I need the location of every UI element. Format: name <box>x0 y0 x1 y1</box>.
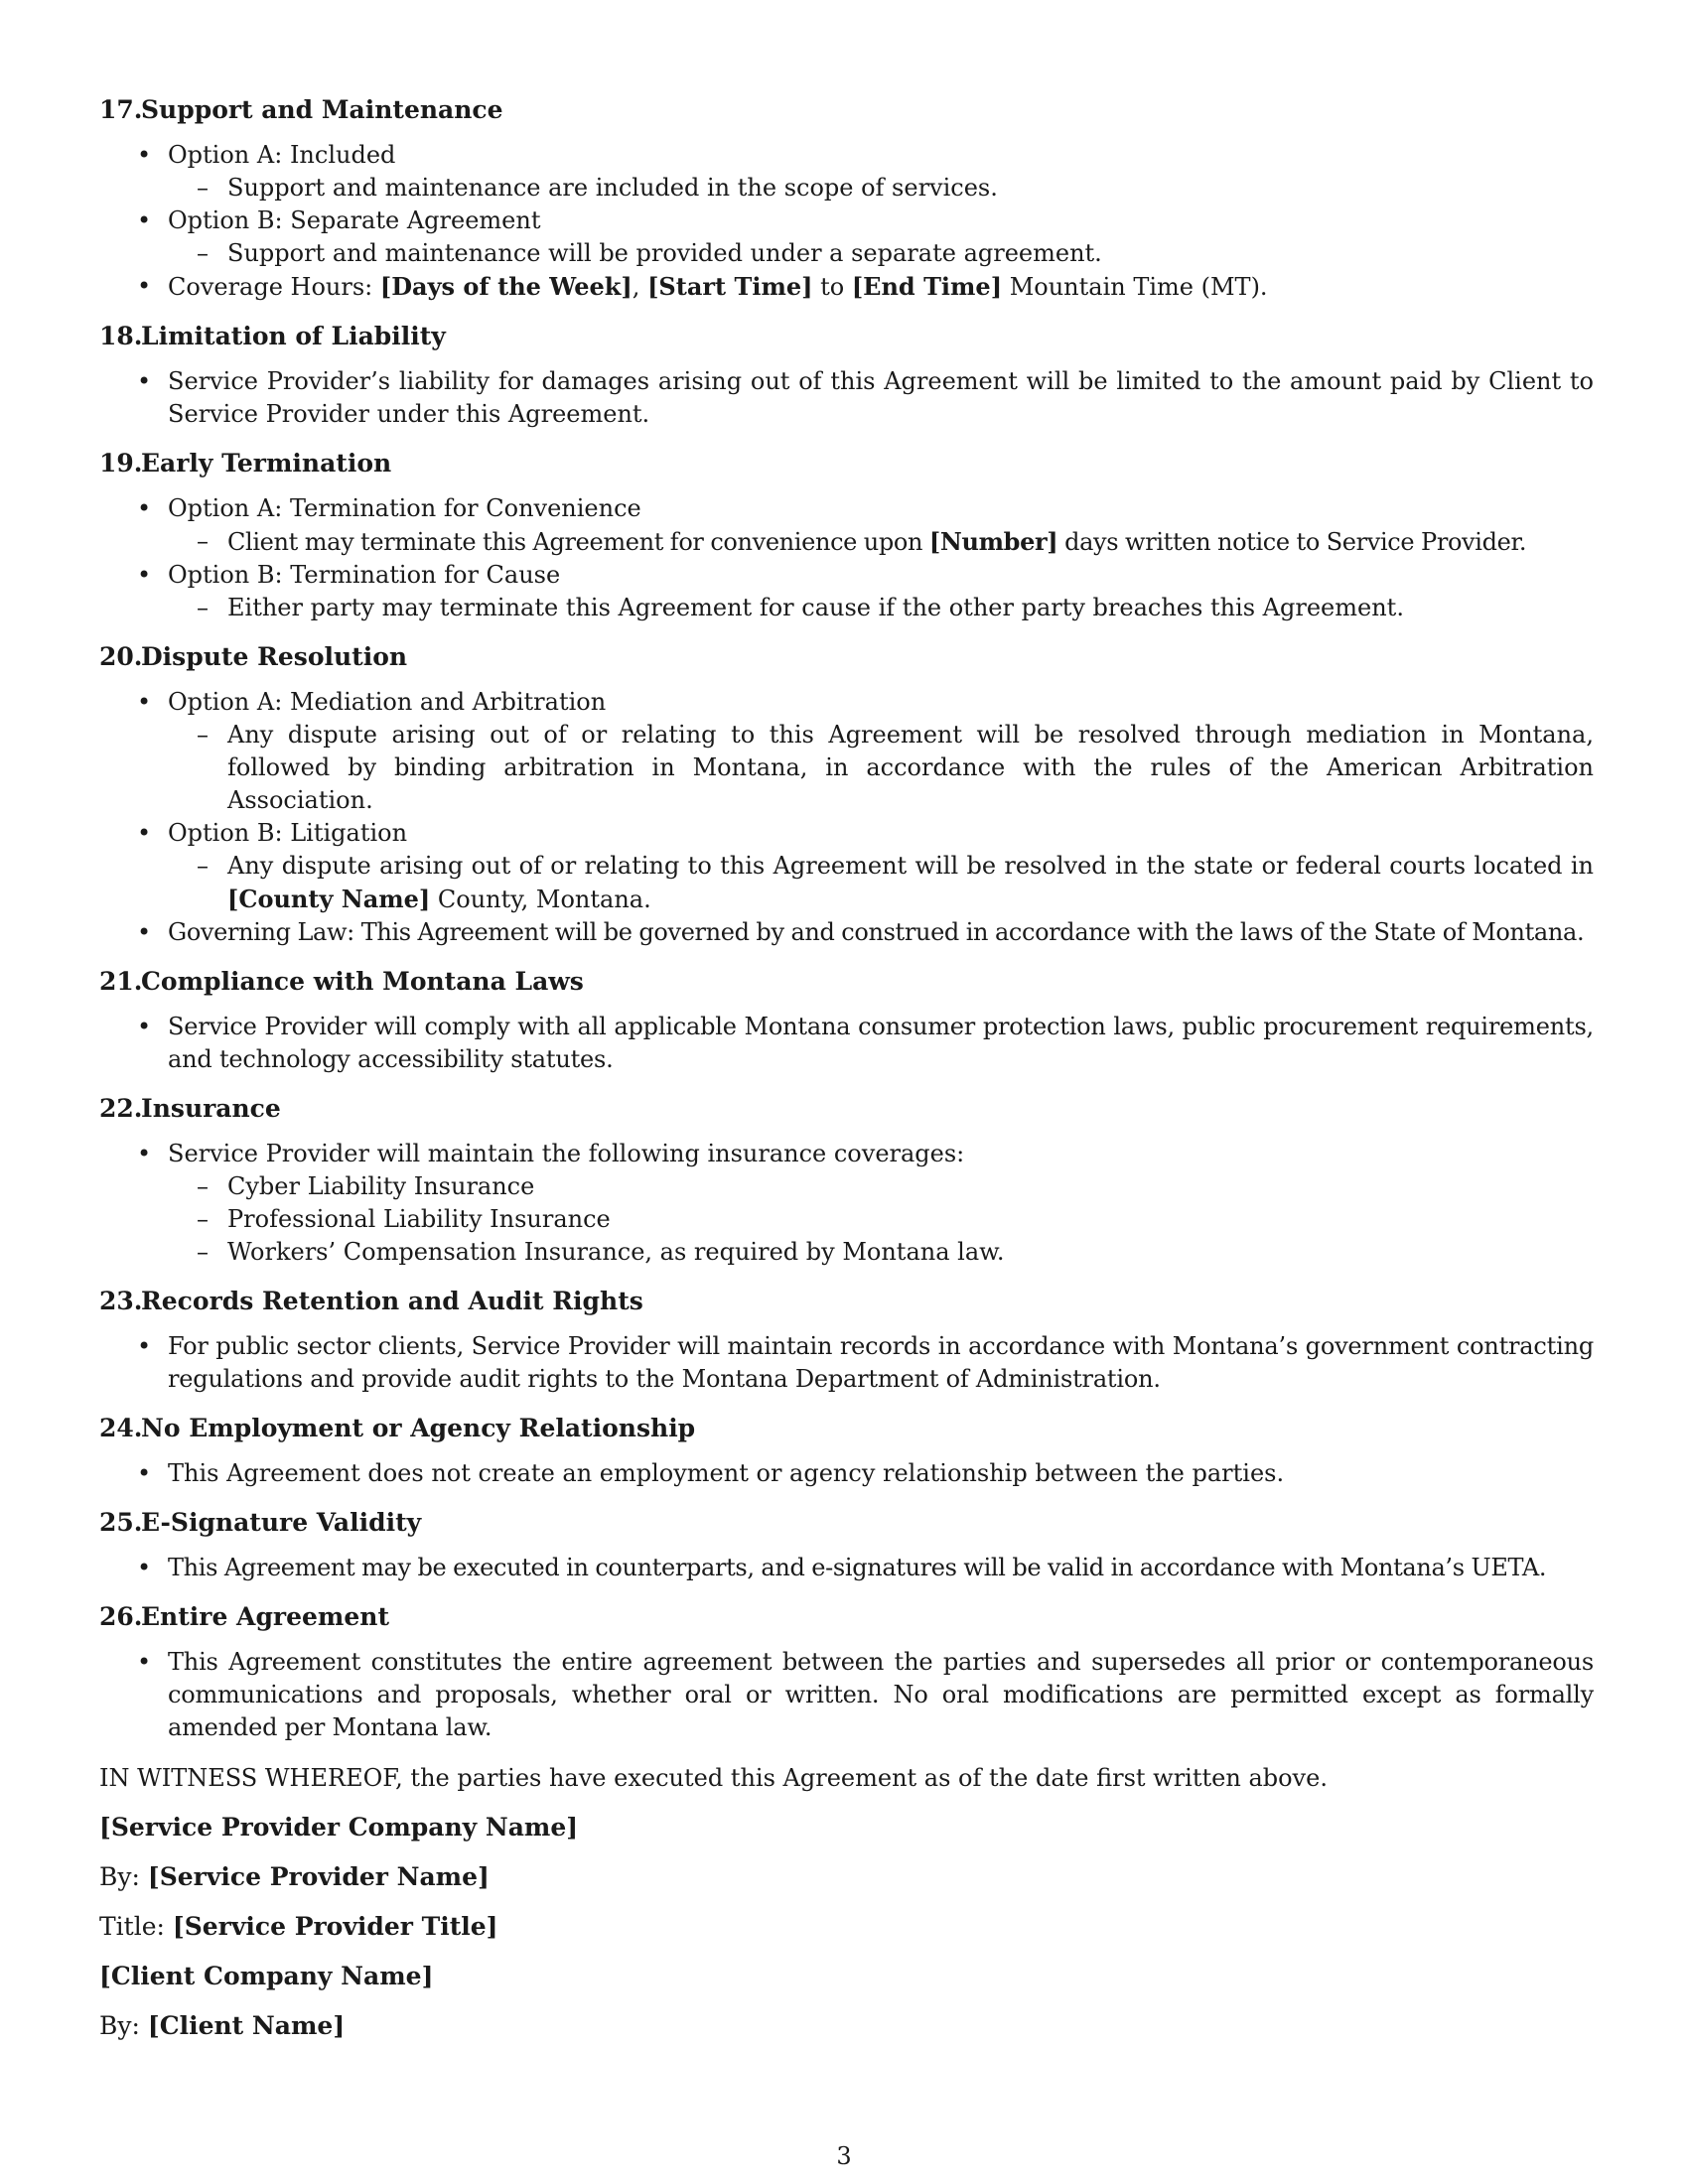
section-22-insurance <box>99 1094 1594 1269</box>
sub-item-text: County, Montana. <box>430 886 651 913</box>
by-label: By: <box>99 1862 148 1891</box>
signature-block <box>99 1811 1594 2042</box>
list-item: • For public sector clients, Service Provider will maintain records in accordance with Montana’s government contracting regulations and provide audit rights to the Montana Department of Administration. <box>99 1330 1594 1396</box>
by-label: By: <box>99 2011 148 2040</box>
section-title: Insurance <box>141 1094 281 1123</box>
section-number: 18. <box>99 322 143 350</box>
list-item: • This Agreement does not create an employment or agency relationship between the parties. <box>99 1457 1594 1490</box>
section-heading <box>99 1602 1594 1632</box>
document-body <box>99 95 1594 2059</box>
section-title: Dispute Resolution <box>141 642 408 671</box>
coverage-item: – Workers’ Compensation Insurance, as required by Montana law. <box>99 1236 1594 1269</box>
section-25-e-signature <box>99 1508 1594 1584</box>
client-company <box>99 1960 1594 1992</box>
sub-item-text: Any dispute arising out of or relating to this Agreement will be resolved in the state or federal courts located in <box>227 852 1594 880</box>
section-number: 26. <box>99 1602 143 1631</box>
section-18-limitation-of-liability <box>99 322 1594 431</box>
sub-list-item <box>99 525 1594 559</box>
start-time-placeholder: [Start Time] <box>647 272 813 301</box>
client-name-placeholder: [Client Name] <box>147 2011 346 2040</box>
days-placeholder: [Days of the Week] <box>379 272 633 301</box>
section-title: Records Retention and Audit Rights <box>141 1287 643 1315</box>
list-item: • Option A: Termination for Convenience <box>99 492 1594 525</box>
sub-list-item: – Support and maintenance are included in the scope of services. <box>99 172 1594 205</box>
county-placeholder: [County Name] <box>227 885 431 913</box>
end-time-placeholder: [End Time] <box>851 272 1003 301</box>
sub-list-item: – Any dispute arising out of or relating to this Agreement will be resolved through mediation in Montana, followed by binding arbitration in Montana, in accordance with the rules of the American Arbitration Association. <box>99 719 1594 817</box>
section-heading <box>99 95 1594 125</box>
sub-item-text: days written notice to Service Provider. <box>1057 528 1527 556</box>
service-provider-company-placeholder: [Service Provider Company Name] <box>99 1813 579 1842</box>
list-item: • Option B: Termination for Cause <box>99 559 1594 592</box>
section-heading <box>99 449 1594 478</box>
coverage-hours-item: • Coverage Hours: [Days of the Week], [Start Time] to [End Time] Mountain Time (MT). <box>99 270 1594 304</box>
service-provider-title-placeholder: [Service Provider Title] <box>172 1912 498 1941</box>
section-heading <box>99 1508 1594 1538</box>
service-provider-company <box>99 1811 1594 1843</box>
section-title: E-Signature Validity <box>141 1508 422 1537</box>
service-provider-name-placeholder: [Service Provider Name] <box>147 1862 490 1891</box>
section-title: No Employment or Agency Relationship <box>141 1414 696 1442</box>
section-heading <box>99 642 1594 672</box>
section-number: 22. <box>99 1094 143 1123</box>
section-23-records-retention <box>99 1287 1594 1396</box>
list-item: • Service Provider will comply with all applicable Montana consumer protection laws, public procurement requirements, and technology accessibility statutes. <box>99 1011 1594 1076</box>
list-item: • Option A: Mediation and Arbitration <box>99 686 1594 719</box>
list-item: • Service Provider’s liability for damages arising out of this Agreement will be limited to the amount paid by Client to Service Provider under this Agreement. <box>99 365 1594 431</box>
list-item: • This Agreement may be executed in counterparts, and e-signatures will be valid in accordance with Montana’s UETA. <box>99 1552 1594 1584</box>
section-title: Entire Agreement <box>141 1602 389 1631</box>
coverage-item: – Professional Liability Insurance <box>99 1203 1594 1236</box>
section-heading <box>99 1094 1594 1124</box>
section-number: 21. <box>99 967 143 996</box>
section-21-compliance <box>99 967 1594 1076</box>
section-26-entire-agreement <box>99 1602 1594 1744</box>
to-text: to <box>812 273 852 301</box>
section-title: Limitation of Liability <box>141 322 446 350</box>
service-provider-by-line <box>99 1860 1594 1893</box>
section-number: 24. <box>99 1414 143 1442</box>
number-placeholder: [Number] <box>928 527 1058 556</box>
title-label: Title: <box>99 1912 173 1941</box>
section-title: Early Termination <box>141 449 392 478</box>
client-company-placeholder: [Client Company Name] <box>99 1962 434 1990</box>
section-heading <box>99 1414 1594 1443</box>
list-item: • Service Provider will maintain the following insurance coverages: <box>99 1138 1594 1170</box>
list-item: • Option B: Separate Agreement <box>99 205 1594 237</box>
section-17-support-and-maintenance <box>99 95 1594 304</box>
section-20-dispute-resolution <box>99 642 1594 949</box>
coverage-suffix: Mountain Time (MT). <box>1002 273 1268 301</box>
client-by-line <box>99 2009 1594 2042</box>
section-title: Support and Maintenance <box>141 95 503 124</box>
section-number: 25. <box>99 1508 143 1537</box>
sub-item-text: Client may terminate this Agreement for convenience upon <box>227 528 929 556</box>
section-heading <box>99 1287 1594 1316</box>
section-number: 23. <box>99 1287 143 1315</box>
service-provider-title-line <box>99 1910 1594 1943</box>
sub-list-item: – Either party may terminate this Agreement for cause if the other party breaches this Agreement. <box>99 592 1594 624</box>
list-item: • This Agreement constitutes the entire agreement between the parties and supersedes all prior or contemporaneous communications and proposals, whether oral or written. No oral modifications are permitted except as formally amended per Montana law. <box>99 1646 1594 1744</box>
governing-law-item: • Governing Law: This Agreement will be governed by and construed in accordance with the laws of the State of Montana. <box>99 916 1594 949</box>
section-number: 19. <box>99 449 143 478</box>
witness-clause: IN WITNESS WHEREOF, the parties have executed this Agreement as of the date first written above. <box>99 1764 1328 1792</box>
section-19-early-termination <box>99 449 1594 624</box>
page-number: 3 <box>836 2142 852 2170</box>
sub-list-item <box>99 850 1594 916</box>
coverage-label: Coverage Hours: <box>168 273 380 301</box>
sub-list-item: – Support and maintenance will be provided under a separate agreement. <box>99 237 1594 270</box>
section-heading <box>99 967 1594 997</box>
list-item: • Option B: Litigation <box>99 817 1594 850</box>
section-number: 17. <box>99 95 143 124</box>
section-number: 20. <box>99 642 143 671</box>
section-title: Compliance with Montana Laws <box>141 967 584 996</box>
coverage-item: – Cyber Liability Insurance <box>99 1170 1594 1203</box>
section-24-no-employment <box>99 1414 1594 1490</box>
section-heading <box>99 322 1594 351</box>
list-item: • Option A: Included <box>99 139 1594 172</box>
